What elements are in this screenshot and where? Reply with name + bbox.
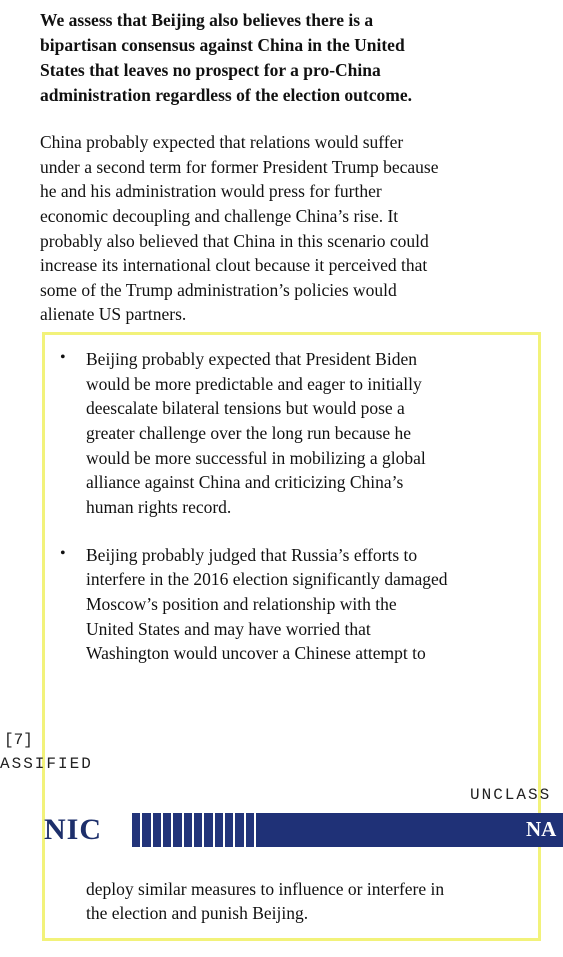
bullet-line: Moscow’s position and relationship with the xyxy=(86,594,397,614)
nic-bars-decoration xyxy=(132,813,254,847)
paragraph-line: China probably expected that relations would suffer xyxy=(40,132,404,152)
bullet-line: interfere in the 2016 election significantly damaged xyxy=(86,569,448,589)
bullet-line: Washington would uncover a Chinese attempt to xyxy=(86,643,426,663)
assessment-line: administration regardless of the election outcome. xyxy=(40,85,412,105)
bullet-line: Beijing probably expected that President Biden xyxy=(86,349,417,369)
bullet-line: deescalate bilateral tensions but would pose a xyxy=(86,398,405,418)
bullet-line: human rights record. xyxy=(86,497,232,517)
bullet-line: greater challenge over the long run because he xyxy=(86,423,412,443)
bullet-dot: • xyxy=(60,349,66,366)
paragraph-line: under a second term for former President Trump because xyxy=(40,157,439,177)
paragraph-line: alienate US partners. xyxy=(40,304,187,324)
paragraph-line: he and his administration would press for further xyxy=(40,181,382,201)
bullet-dot: • xyxy=(60,545,66,562)
bullet-line: Beijing probably judged that Russia’s efforts to xyxy=(86,545,418,565)
assessment-line: States that leaves no prospect for a pro-China xyxy=(40,60,381,80)
paragraph-line: economic decoupling and challenge China’s rise. It xyxy=(40,206,399,226)
classification-marking: ASSIFIED xyxy=(0,755,93,773)
paragraph-line: probably also believed that China in this scenario could xyxy=(40,231,429,251)
assessment-line: bipartisan consensus against China in the United xyxy=(40,35,405,55)
paragraph-line: increase its international clout because it perceived that xyxy=(40,255,428,275)
bullet-line: would be more successful in mobilizing a global xyxy=(86,448,426,468)
bullet-line: United States and may have worried that xyxy=(86,619,371,639)
bullet-line: would be more predictable and eager to initially xyxy=(86,374,422,394)
nic-banner-band xyxy=(256,813,563,847)
page-number: [7] xyxy=(4,731,33,749)
nic-banner-text: NA xyxy=(526,817,557,841)
paragraph-line: some of the Trump administration’s policies would xyxy=(40,280,397,300)
classification-marking: UNCLASS xyxy=(470,786,552,804)
continuation-line: the election and punish Beijing. xyxy=(86,903,309,923)
continuation-line: deploy similar measures to influence or interfere in xyxy=(86,879,445,899)
nic-logo: NIC xyxy=(44,813,103,846)
assessment-line: We assess that Beijing also believes there is a xyxy=(40,10,374,30)
bullet-line: alliance against China and criticizing China’s xyxy=(86,472,404,492)
